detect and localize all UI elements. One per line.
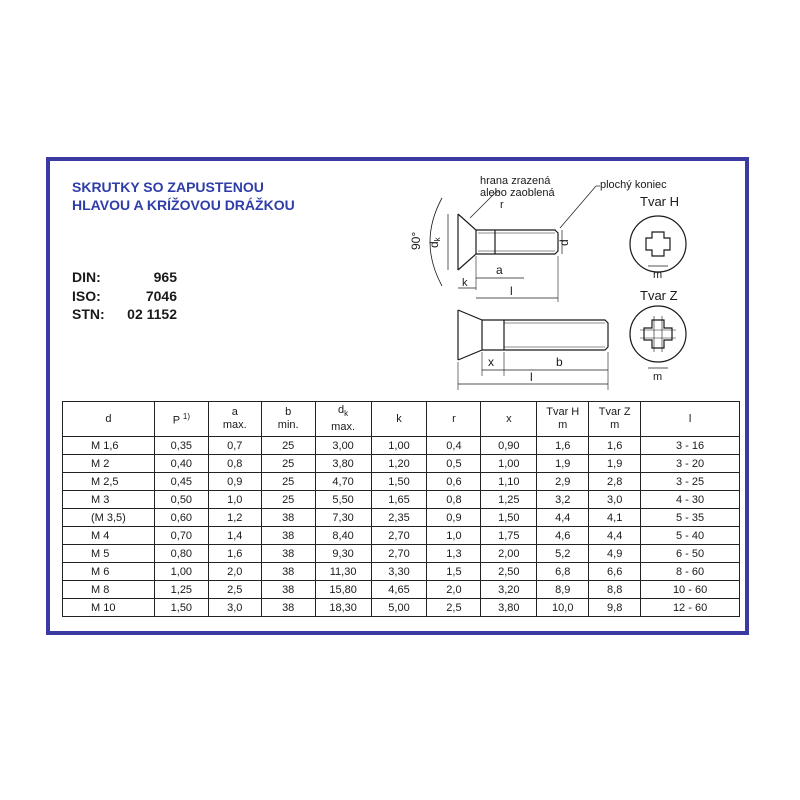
- table-cell: 0,7: [208, 437, 261, 455]
- l-label-bottom: l: [530, 370, 533, 384]
- screw-drawing: [400, 170, 730, 400]
- shank-top: [476, 230, 558, 254]
- table-row: [63, 473, 740, 491]
- table-cell: 1,9: [589, 455, 641, 473]
- m-label-z: m: [653, 371, 663, 383]
- table-cell: 0,8: [208, 455, 261, 473]
- table-cell: 5,00: [371, 599, 427, 617]
- a-label: a: [496, 263, 503, 277]
- title-line-2: HLAVOU A KRÍŽOVOU DRÁŽKOU: [72, 197, 295, 213]
- table-cell: 1,50: [154, 599, 208, 617]
- table-cell: 1,00: [154, 563, 208, 581]
- table-cell: 1,2: [208, 509, 261, 527]
- table-row: [63, 599, 740, 617]
- dimension-table: [62, 401, 740, 617]
- table-row: [63, 455, 740, 473]
- table-cell: 25: [261, 491, 315, 509]
- table-cell: 15,80: [315, 581, 371, 599]
- header-a: a max.: [208, 402, 261, 437]
- table-cell: 1,25: [481, 491, 537, 509]
- table-cell: 10 - 60: [641, 581, 740, 599]
- table-row: [63, 509, 740, 527]
- table-cell: 1,6: [537, 437, 589, 455]
- table-cell: 18,30: [315, 599, 371, 617]
- table-cell: 2,5: [208, 581, 261, 599]
- table-cell: 38: [261, 599, 315, 617]
- table-cell: 10,0: [537, 599, 589, 617]
- table-cell: 4,9: [589, 545, 641, 563]
- table-cell: 12 - 60: [641, 599, 740, 617]
- table-cell: 1,00: [371, 437, 427, 455]
- table-cell: 2,50: [481, 563, 537, 581]
- table-cell: 1,20: [371, 455, 427, 473]
- table-header-row: [63, 402, 740, 437]
- standard-label: ISO:: [72, 288, 101, 304]
- head-view-h: [630, 216, 686, 272]
- table-cell: 2,9: [537, 473, 589, 491]
- table-cell: 3 - 25: [641, 473, 740, 491]
- table-cell: 2,5: [427, 599, 481, 617]
- table-cell: 38: [261, 563, 315, 581]
- title-line-1: SKRUTKY SO ZAPUSTENOU: [72, 179, 264, 195]
- k-label: k: [462, 277, 468, 289]
- standard-value: 965: [153, 269, 177, 285]
- form-h-label: Tvar H: [640, 194, 679, 209]
- table-cell: (M 3,5): [63, 509, 155, 527]
- l-label-top: l: [510, 284, 513, 298]
- table-row: [63, 563, 740, 581]
- header-p: P $^{1)}$: [154, 402, 208, 437]
- header-d: d: [63, 402, 155, 437]
- table-cell: 1,4: [208, 527, 261, 545]
- table-cell: M 10: [63, 599, 155, 617]
- table-cell: M 6: [63, 563, 155, 581]
- table-row: [63, 581, 740, 599]
- table-cell: 4,70: [315, 473, 371, 491]
- header-k: k: [371, 402, 427, 437]
- header-tvar-z: Tvar Z m: [589, 402, 641, 437]
- table-cell: 3,2: [537, 491, 589, 509]
- header-l: l: [641, 402, 740, 437]
- form-z-label: Tvar Z: [640, 288, 678, 303]
- edge-note-2: alebo zaoblená: [480, 187, 555, 199]
- table-cell: 25: [261, 473, 315, 491]
- table-cell: 1,6: [208, 545, 261, 563]
- table-cell: 2,0: [427, 581, 481, 599]
- table-cell: 1,6: [589, 437, 641, 455]
- table-cell: 0,4: [427, 437, 481, 455]
- table-cell: M 2,5: [63, 473, 155, 491]
- table-cell: 7,30: [315, 509, 371, 527]
- table-cell: 4,6: [537, 527, 589, 545]
- table-cell: 3,0: [589, 491, 641, 509]
- table-cell: 4,4: [589, 527, 641, 545]
- table-row: [63, 491, 740, 509]
- table-row: [63, 545, 740, 563]
- table-cell: 8,8: [589, 581, 641, 599]
- table-cell: 3,20: [481, 581, 537, 599]
- table-cell: 3,00: [315, 437, 371, 455]
- table-cell: 38: [261, 581, 315, 599]
- table-cell: 38: [261, 527, 315, 545]
- table-cell: 25: [261, 455, 315, 473]
- standard-value: 02 1152: [127, 306, 177, 322]
- table-cell: 1,5: [427, 563, 481, 581]
- angle-label: 90°: [409, 231, 423, 250]
- table-cell: M 4: [63, 527, 155, 545]
- table-cell: 2,00: [481, 545, 537, 563]
- header-x: x: [481, 402, 537, 437]
- table-cell: 1,0: [427, 527, 481, 545]
- table-cell: 0,80: [154, 545, 208, 563]
- table-cell: 2,70: [371, 527, 427, 545]
- table-cell: 4,4: [537, 509, 589, 527]
- m-label-h: m: [653, 269, 663, 281]
- table-cell: 1,75: [481, 527, 537, 545]
- table-cell: 0,35: [154, 437, 208, 455]
- table-cell: 6,8: [537, 563, 589, 581]
- standard-label: DIN:: [72, 269, 101, 285]
- d-label: d: [557, 239, 571, 246]
- table-cell: 4,1: [589, 509, 641, 527]
- table-cell: 3,80: [481, 599, 537, 617]
- header-b: b min.: [261, 402, 315, 437]
- table-cell: 0,8: [427, 491, 481, 509]
- table-cell: 4,65: [371, 581, 427, 599]
- table-cell: 3,0: [208, 599, 261, 617]
- table-cell: 0,6: [427, 473, 481, 491]
- standard-label: STN:: [72, 306, 105, 322]
- table-cell: 1,50: [371, 473, 427, 491]
- table-cell: 0,45: [154, 473, 208, 491]
- table-cell: 5,2: [537, 545, 589, 563]
- edge-note-1: hrana zrazená: [480, 175, 551, 187]
- table-cell: M 5: [63, 545, 155, 563]
- table-cell: 38: [261, 509, 315, 527]
- dk-label: dk: [427, 237, 442, 248]
- table-cell: 3,80: [315, 455, 371, 473]
- table-cell: M 2: [63, 455, 155, 473]
- header-dk: $d_k$ max.: [315, 402, 371, 437]
- table-cell: 5,50: [315, 491, 371, 509]
- table-cell: 1,9: [537, 455, 589, 473]
- table-cell: 8,40: [315, 527, 371, 545]
- table-cell: 8,9: [537, 581, 589, 599]
- table-cell: 9,30: [315, 545, 371, 563]
- r-label: r: [500, 199, 504, 211]
- table-cell: 6,6: [589, 563, 641, 581]
- table-cell: 4 - 30: [641, 491, 740, 509]
- standard-value: 7046: [145, 288, 177, 304]
- x-label: x: [488, 355, 494, 369]
- table-cell: 0,9: [427, 509, 481, 527]
- end-note: plochý koniec: [600, 179, 667, 191]
- table-cell: 6 - 50: [641, 545, 740, 563]
- table-cell: 2,35: [371, 509, 427, 527]
- table-cell: 11,30: [315, 563, 371, 581]
- table-cell: 3,30: [371, 563, 427, 581]
- table-cell: 0,40: [154, 455, 208, 473]
- standard-iso: [72, 288, 177, 305]
- table-cell: 9,8: [589, 599, 641, 617]
- header-tvar-h: Tvar H m: [537, 402, 589, 437]
- table-cell: M 1,6: [63, 437, 155, 455]
- table-row: [63, 437, 740, 455]
- table-cell: 0,50: [154, 491, 208, 509]
- table-cell: 1,00: [481, 455, 537, 473]
- table-cell: 1,50: [481, 509, 537, 527]
- table-cell: 3 - 20: [641, 455, 740, 473]
- document-title: [72, 178, 295, 214]
- table-row: [63, 527, 740, 545]
- table-cell: 1,0: [208, 491, 261, 509]
- table-cell: 3 - 16: [641, 437, 740, 455]
- table-cell: 2,8: [589, 473, 641, 491]
- table-cell: 8 - 60: [641, 563, 740, 581]
- table-cell: 1,65: [371, 491, 427, 509]
- table-cell: 0,70: [154, 527, 208, 545]
- head-cone: [458, 214, 476, 270]
- header-r: r: [427, 402, 481, 437]
- table-cell: M 8: [63, 581, 155, 599]
- table-cell: 5 - 40: [641, 527, 740, 545]
- table-cell: 0,9: [208, 473, 261, 491]
- table-cell: 38: [261, 545, 315, 563]
- table-cell: 25: [261, 437, 315, 455]
- table-cell: 1,3: [427, 545, 481, 563]
- table-cell: 0,5: [427, 455, 481, 473]
- head-view-z: [630, 306, 686, 362]
- table-cell: 5 - 35: [641, 509, 740, 527]
- table-cell: 0,60: [154, 509, 208, 527]
- table-cell: 2,0: [208, 563, 261, 581]
- table-cell: 0,90: [481, 437, 537, 455]
- table-cell: 2,70: [371, 545, 427, 563]
- table-cell: M 3: [63, 491, 155, 509]
- standard-stn: [72, 306, 177, 323]
- standard-din: [72, 269, 177, 286]
- table-cell: 1,25: [154, 581, 208, 599]
- table-cell: 1,10: [481, 473, 537, 491]
- b-label: b: [556, 355, 563, 369]
